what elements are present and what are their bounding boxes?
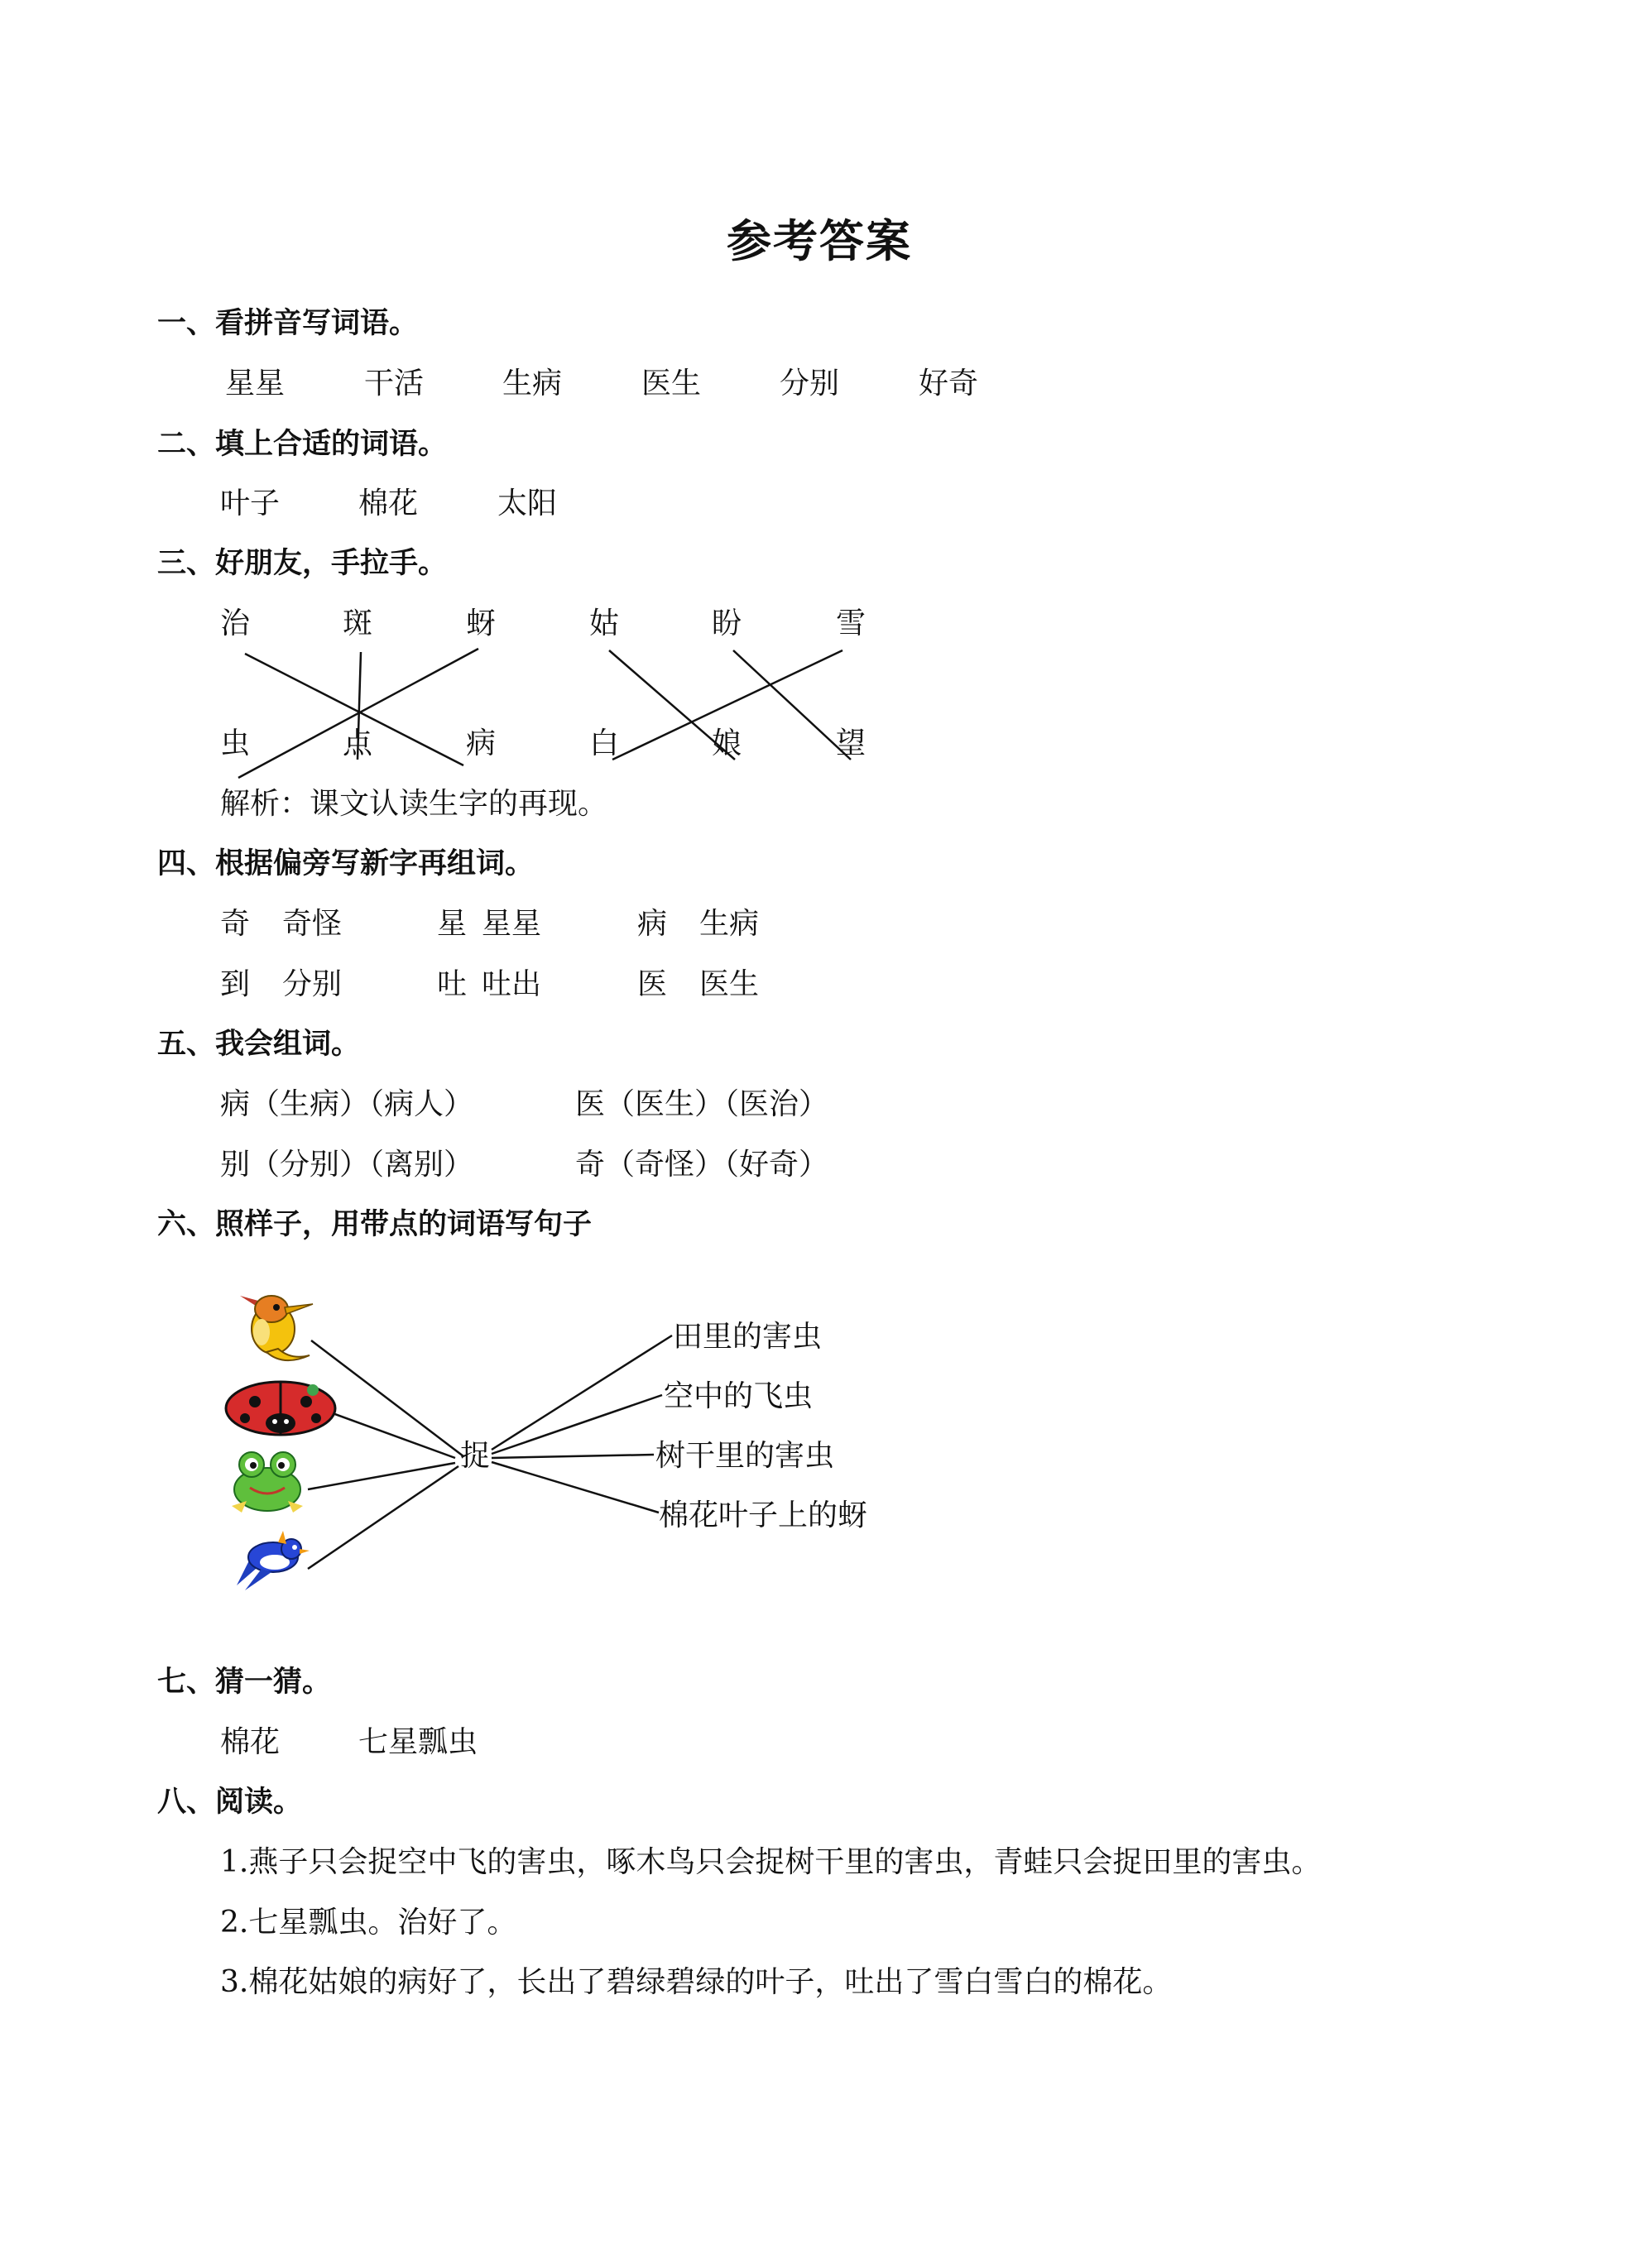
target-line <box>492 1395 662 1454</box>
page-title: 参考答案 <box>727 214 912 267</box>
s4-char: 星 <box>437 907 468 941</box>
s4-word: 生病 <box>699 907 760 941</box>
match-bottom-char: 望 <box>836 726 867 760</box>
s7-word: 棉花 <box>220 1725 281 1759</box>
s1-word: 星星 <box>225 367 286 400</box>
s8-answer: 3.棉花姑娘的病好了，长出了碧绿碧绿的叶子，吐出了雪白雪白的棉花。 <box>220 1965 1173 1999</box>
s5-item: 奇（奇怪）（好奇） <box>575 1148 829 1182</box>
s6-target: 树干里的害虫 <box>655 1439 835 1473</box>
section-8-heading: 八、阅读。 <box>157 1786 303 1819</box>
s1-word: 医生 <box>641 367 702 400</box>
match-bottom-char: 虫 <box>220 726 251 760</box>
section-5-heading: 五、我会组词。 <box>157 1028 361 1061</box>
match-line <box>358 652 361 760</box>
animal-line <box>308 1463 455 1489</box>
animal-line <box>308 1466 458 1569</box>
s4-word: 医生 <box>699 967 760 1001</box>
match-top-char: 蚜 <box>466 607 497 640</box>
s6-target: 棉花叶子上的蚜 <box>659 1498 868 1532</box>
woodpecker-icon <box>233 1291 319 1365</box>
s5-item: 别（分别）（离别） <box>220 1148 474 1182</box>
match-bottom-char: 点 <box>343 726 373 760</box>
s7-word: 七星瓢虫 <box>358 1725 478 1759</box>
frog-icon <box>223 1446 311 1516</box>
s8-answer: 1.燕子只会捉空中飞的害虫，啄木鸟只会捉树干里的害虫，青蛙只会捉田里的害虫。 <box>220 1845 1322 1879</box>
match-line <box>245 654 463 765</box>
s6-center-char: 捉 <box>460 1439 491 1473</box>
section-1-heading: 一、看拼音写词语。 <box>157 307 419 340</box>
s4-char: 吐 <box>437 967 468 1001</box>
s1-word: 生病 <box>502 367 563 400</box>
s4-char: 到 <box>220 967 251 1001</box>
s1-word: 分别 <box>780 367 840 400</box>
s4-char: 奇 <box>220 907 251 941</box>
s2-word: 棉花 <box>358 487 419 520</box>
target-line <box>492 1335 672 1450</box>
match-bottom-char: 娘 <box>712 726 742 760</box>
section-3-heading: 三、好朋友，手拉手。 <box>157 547 448 580</box>
match-line <box>733 650 851 760</box>
section-4-heading: 四、根据偏旁写新字再组词。 <box>157 847 535 880</box>
match-top-char: 雪 <box>836 607 867 640</box>
s6-target: 田里的害虫 <box>673 1320 823 1354</box>
match-line <box>612 650 843 760</box>
s1-word: 好奇 <box>919 367 979 400</box>
s6-target: 空中的飞虫 <box>664 1379 814 1413</box>
s2-word: 太阳 <box>497 487 558 520</box>
s4-char: 病 <box>637 907 668 941</box>
s4-word: 吐出 <box>482 967 542 1001</box>
s5-item: 医（医生）（医治） <box>575 1087 829 1121</box>
match-top-char: 盼 <box>712 607 742 640</box>
s8-answer: 2.七星瓢虫。治好了。 <box>220 1906 517 1940</box>
swallow-icon <box>228 1527 311 1594</box>
target-line <box>492 1455 654 1458</box>
match-line <box>609 650 735 760</box>
match-top-char: 姑 <box>589 607 620 640</box>
s4-word: 奇怪 <box>282 907 343 941</box>
section-6-heading: 六、照样子，用带点的词语写句子 <box>157 1208 593 1241</box>
section-7-heading: 七、猜一猜。 <box>157 1666 332 1699</box>
s3-analysis: 解析：课文认读生字的再现。 <box>220 787 608 821</box>
s4-char: 医 <box>637 967 668 1001</box>
s2-word: 叶子 <box>220 487 281 520</box>
s1-word: 干活 <box>364 367 425 400</box>
s4-word: 星星 <box>482 907 542 941</box>
match-top-char: 治 <box>220 607 251 640</box>
ladybug-icon <box>220 1372 341 1438</box>
section-2-heading: 二、填上合适的词语。 <box>157 428 448 461</box>
match-bottom-char: 病 <box>466 726 497 760</box>
s4-word: 分别 <box>282 967 343 1001</box>
match-bottom-char: 白 <box>589 726 620 760</box>
match-top-char: 斑 <box>343 607 373 640</box>
s5-item: 病（生病）（病人） <box>220 1087 474 1121</box>
target-line <box>492 1462 659 1513</box>
